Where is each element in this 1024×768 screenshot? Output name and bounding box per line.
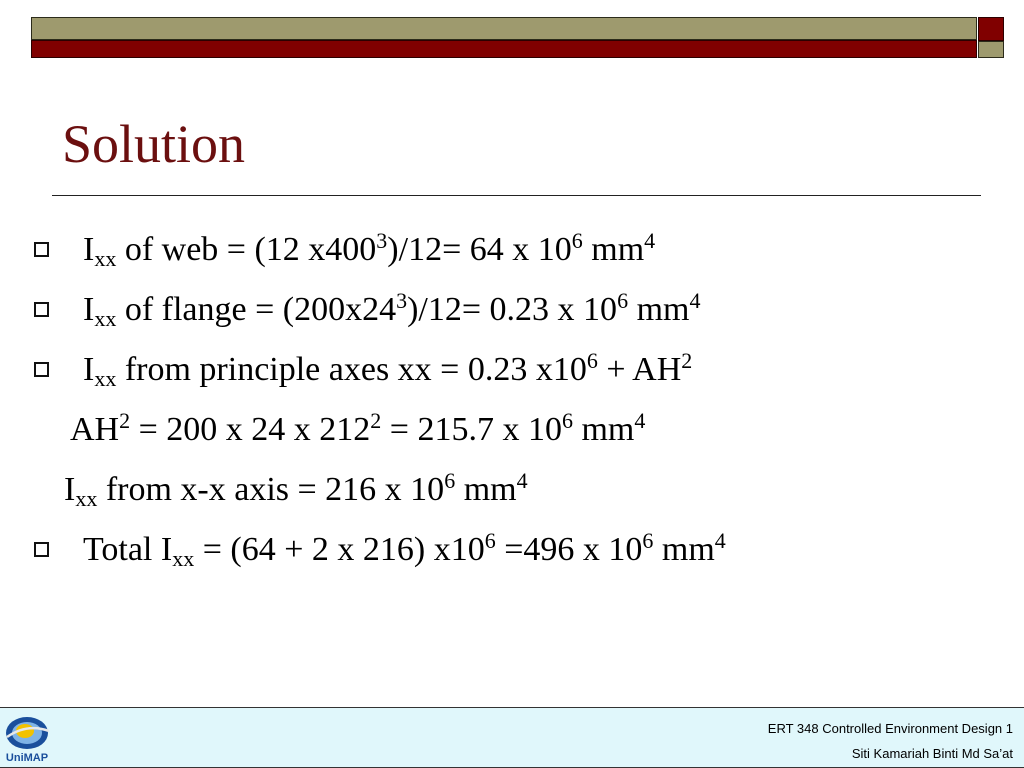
slide-content xyxy=(34,220,994,580)
bullet-text: $I_{xx}$ of web = (12 $x400^3)/12= 64$ x $10^6$ $mm^4$ xyxy=(83,228,656,271)
square-bullet-icon xyxy=(34,542,49,557)
header-square-olive xyxy=(978,41,1004,58)
subline-text: $AH^2 = 200$ x 24 x $212^2 = 215.7$ x $10^6$ $mm^4$ xyxy=(70,408,646,448)
subline-ah xyxy=(34,400,994,460)
unimap-logo-icon xyxy=(3,713,51,765)
header-square-maroon xyxy=(978,17,1004,41)
bullet-item-principle-axes xyxy=(34,340,994,400)
header-bar-maroon xyxy=(31,40,977,58)
bullet-item-total xyxy=(34,520,994,580)
square-bullet-icon xyxy=(34,242,49,257)
square-bullet-icon xyxy=(34,302,49,317)
bullet-text: Total $I_{xx} = (64 + 2$ x 216) $x10^6 =496$ x $10^6$ $mm^4$ xyxy=(83,528,726,571)
svg-text:UniMAP: UniMAP xyxy=(5,752,49,764)
footer-course: ERT 348 Controlled Environment Design 1 xyxy=(767,721,1013,736)
square-bullet-icon xyxy=(34,362,49,377)
bullet-item-flange xyxy=(34,280,994,340)
bullet-text: $I_{xx}$ of flange = $(200x24^3)/12= 0.23$ x $10^6$ $mm^4$ xyxy=(83,288,701,331)
footer-author: Siti Kamariah Binti Md Sa’at xyxy=(851,746,1013,761)
subline-text: $I_{xx}$ from x-x axis = 216 x $10^6$ $mm^4$ xyxy=(64,468,528,511)
title-divider xyxy=(52,195,981,196)
bullet-text: $I_{xx}$ from principle axes xx = 0.23 $x10^6 + AH^2$ xyxy=(83,348,693,391)
header-bar-olive xyxy=(31,17,977,40)
bullet-item-web xyxy=(34,220,994,280)
subline-xx-axis xyxy=(34,460,994,520)
slide-footer xyxy=(0,707,1024,768)
slide-title: Solution xyxy=(62,114,246,174)
